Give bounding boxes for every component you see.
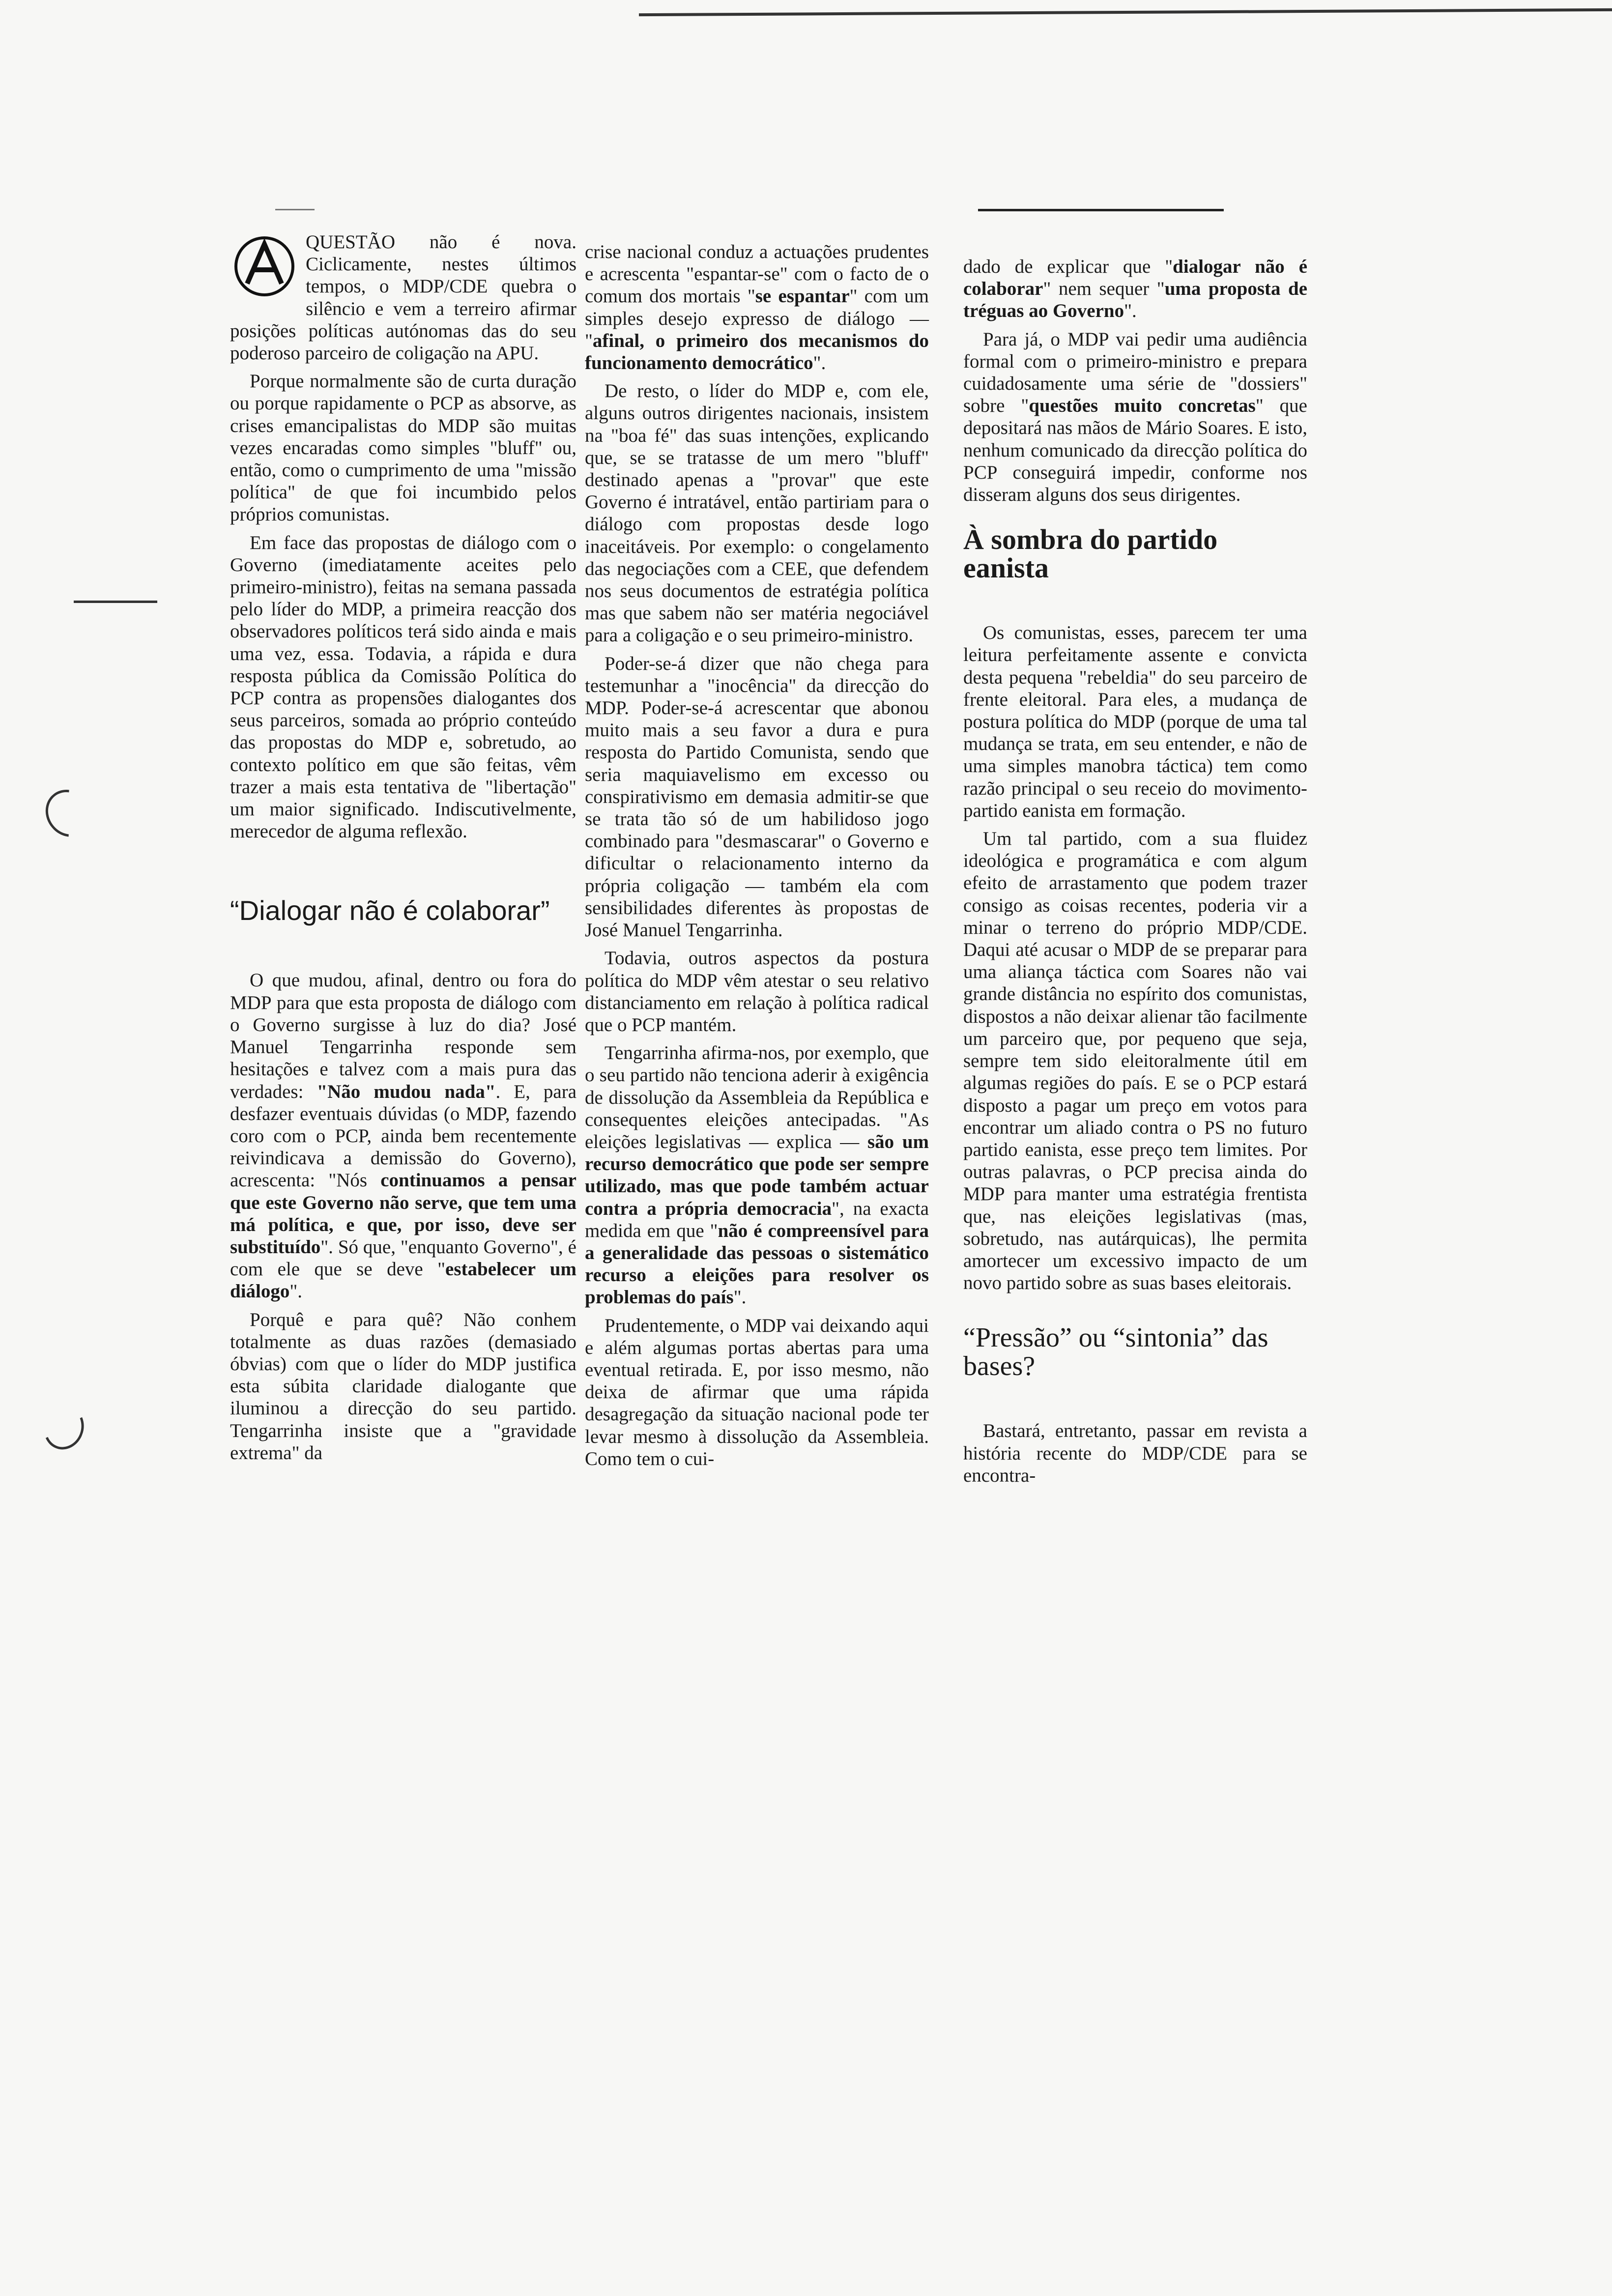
- subheading: “Pressão” ou “sintonia” das bases?: [963, 1322, 1268, 1382]
- punch-hole-mark: [36, 780, 101, 846]
- paragraph: Prudentemente, o MDP vai deixando aqui e além algumas portas abertas para uma eventual retirada. E, por isso mesmo, não deixa de afirmar que uma rápida desagregação da situação nacional pode ter levar mesmo à dissolução da Assembleia. Como tem o cui-: [585, 1315, 929, 1469]
- paragraph: De resto, o líder do MDP e, com ele, alguns outros dirigentes nacionais, insistem na "boa fé" das suas intenções, explicando que, se se tratasse de um mero "bluff" destinado apenas a "provar" que este Governo é intratável, então partiriam para o diálogo com propostas desde logo inaceitáveis. Por exemplo: o congelamento das negociações com a CEE, que defendem nos seus documentos de estratégia política mas que sabem não ser matéria negociável para a coligação e o seu primeiro-ministro.: [585, 380, 929, 646]
- dropcap-logo: [230, 232, 299, 301]
- paragraph: Bastará, entretanto, passar em revista a história recente do MDP/CDE para se encontra-: [963, 1420, 1307, 1486]
- subheading: À sombra do partido eanista: [963, 523, 1218, 584]
- article-column-2: [585, 241, 929, 1476]
- margin-mark: [74, 601, 157, 603]
- paragraph: Porquê e para quê? Não conhem totalmente as duas razões (demasiado óbvias) com que o líder do MDP justifica esta súbita claridade dialogante que iluminou a direcção do seu partido. Tengarrinha insiste que a "gravidade extrema" da: [230, 1309, 576, 1464]
- paragraph: Todavia, outros aspectos da postura política do MDP vêm atestar o seu relativo distanciamento em relação à política radical que o PCP mantém.: [585, 947, 929, 1035]
- scan-edge: [639, 8, 1612, 16]
- paragraph: Um tal partido, com a sua fluidez ideológica e programática e com algum efeito de arrastamento que podem trazer consigo as coisas recentes, poderia vir a minar o terreno do próprio MDP/CDE. Daqui até acusar o MDP de se preparar para uma aliança táctica com Soares não vai grande distância no espírito dos comunistas, dispostos a não deixar alienar tão facilmente um parceiro que, por pequeno que seja, sempre tem sido eleitoralmente útil em algumas regiões do país. E se o PCP estará disposto a pagar um preço em votos para encontrar um aliado contra o PS no futuro partido eanista, esse preço tem limites. Por outras palavras, o PCP precisa ainda do MDP para manter uma estratégia frentista que, nas eleições legislativas (mas, sobretudo, nas autárquicas), lhe permita amortecer um excessivo impacto de um novo partido sobre as suas bases eleitorais.: [963, 828, 1307, 1294]
- punch-hole-mark: [38, 1400, 90, 1455]
- article-column-1: [230, 231, 576, 1470]
- paragraph: O que mudou, afinal, dentro ou fora do MDP para que esta proposta de diálogo com o Governo surgisse à luz do dia? José Manuel Tengarrinha responde sem hesitações e talvez com a mais pura das verdades: "Não mudou nada". E, para desfazer eventuais dúvidas (o MDP, fazendo coro com o PCP, ainda bem recentemente reivindicava a demissão do Governo), acrescenta: "Nós continuamos a pensar que este Governo não serve, que tem uma má política, e que, por isso, deve ser substituído". Só que, "enquanto Governo", é com ele que se deve "estabelecer um diálogo".: [230, 970, 577, 1302]
- paragraph: Tengarrinha afirma-nos, por exemplo, que o seu partido não tenciona aderir à exigência de dissolução da Assembleia da República e consequentes eleições antecipadas. "As eleições legislativas — explica — são um recurso democrático que pode ser sempre utilizado, mas que pode também actuar contra a própria democracia", na exacta medida em que "não é compreensível para a generalidade das pessoas o sistemático recurso a eleições para resolver os problemas do país".: [585, 1042, 929, 1308]
- paragraph: Porque normalmente são de curta duração ou porque rapidamente o PCP as absorve, as crises emancipalistas do MDP são muitas vezes encaradas como simples "bluff" ou, então, como o cumprimento de uma "missão política" de que foi incumbido pelos próprios comunistas.: [230, 371, 576, 525]
- header-rule: [978, 209, 1224, 211]
- dropcap-icon: [232, 234, 296, 298]
- header-rule-fragment: [275, 209, 315, 210]
- subheading: “Dialogar não é colaborar”: [230, 895, 550, 926]
- paragraph: dado de explicar que "dialogar não é colaborar" nem sequer "uma proposta de tréguas ao Governo".: [963, 256, 1307, 322]
- lead-text: QUESTÃO não é nova. Ciclicamente, nestes últimos tempos, o MDP/CDE quebra o silêncio e vem a terreiro afirmar posições políticas autónomas das do seu poderoso parceiro de coligação na APU.: [230, 231, 576, 364]
- paragraph: Para já, o MDP vai pedir uma audiência formal com o primeiro-ministro e prepara cuidadosamente uma série de "dossiers" sobre "questões muito concretas" que depositará nas mãos de Mário Soares. E isto, nenhum comunicado da direcção política do PCP conseguirá impedir, conforme nos disseram alguns dos seus dirigentes.: [963, 328, 1307, 506]
- lead-paragraph: [230, 231, 576, 364]
- paragraph: crise nacional conduz a actuações prudentes e acrescenta "espantar-se" com o facto de o comum dos mortais "se espantar" com um simples desejo expresso de diálogo — "afinal, o primeiro dos mecanismos do funcionamento democrático".: [585, 241, 929, 374]
- paragraph: Em face das propostas de diálogo com o Governo (imediatamente aceites pelo primeiro-ministro), feitas na semana passada pelo líder do MDP, a primeira reacção dos observadores políticos terá sido ainda e mais uma vez, essa. Todavia, a rápida e dura resposta pública da Comissão Política do PCP contra as propensões dialogantes dos seus parceiros, somada ao próprio conteúdo das propostas do MDP e, sobretudo, ao contexto político em que são feitas, vêm trazer a mais esta tentativa de "libertação" um maior significado. Indiscutivelmente, merecedor de alguma reflexão.: [230, 532, 576, 842]
- article-column-3: [963, 256, 1307, 1492]
- paragraph: Os comunistas, esses, parecem ter uma leitura perfeitamente assente e convicta desta pequena "rebeldia" do seu parceiro de frente eleitoral. Para eles, a mudança de postura política do MDP (porque de uma tal mudança se trata, em seu entender, e não de uma simples manobra táctica) tem como razão principal o seu receio do movimento-partido eanista em formação.: [963, 622, 1307, 821]
- paragraph: Poder-se-á dizer que não chega para testemunhar a "inocência" da direcção do MDP. Poder-se-á acrescentar que abonou muito mais a seu favor a dura e pura resposta do Partido Comunista, sendo que seria maquiavelismo em excesso ou conspirativismo em demasia admitir-se que se trata tão só de um habilidoso jogo combinado para "desmascarar" o Governo e dificultar o relacionamento interno da própria coligação — também ela com sensibilidades diferentes às propostas de José Manuel Tengarrinha.: [585, 653, 929, 941]
